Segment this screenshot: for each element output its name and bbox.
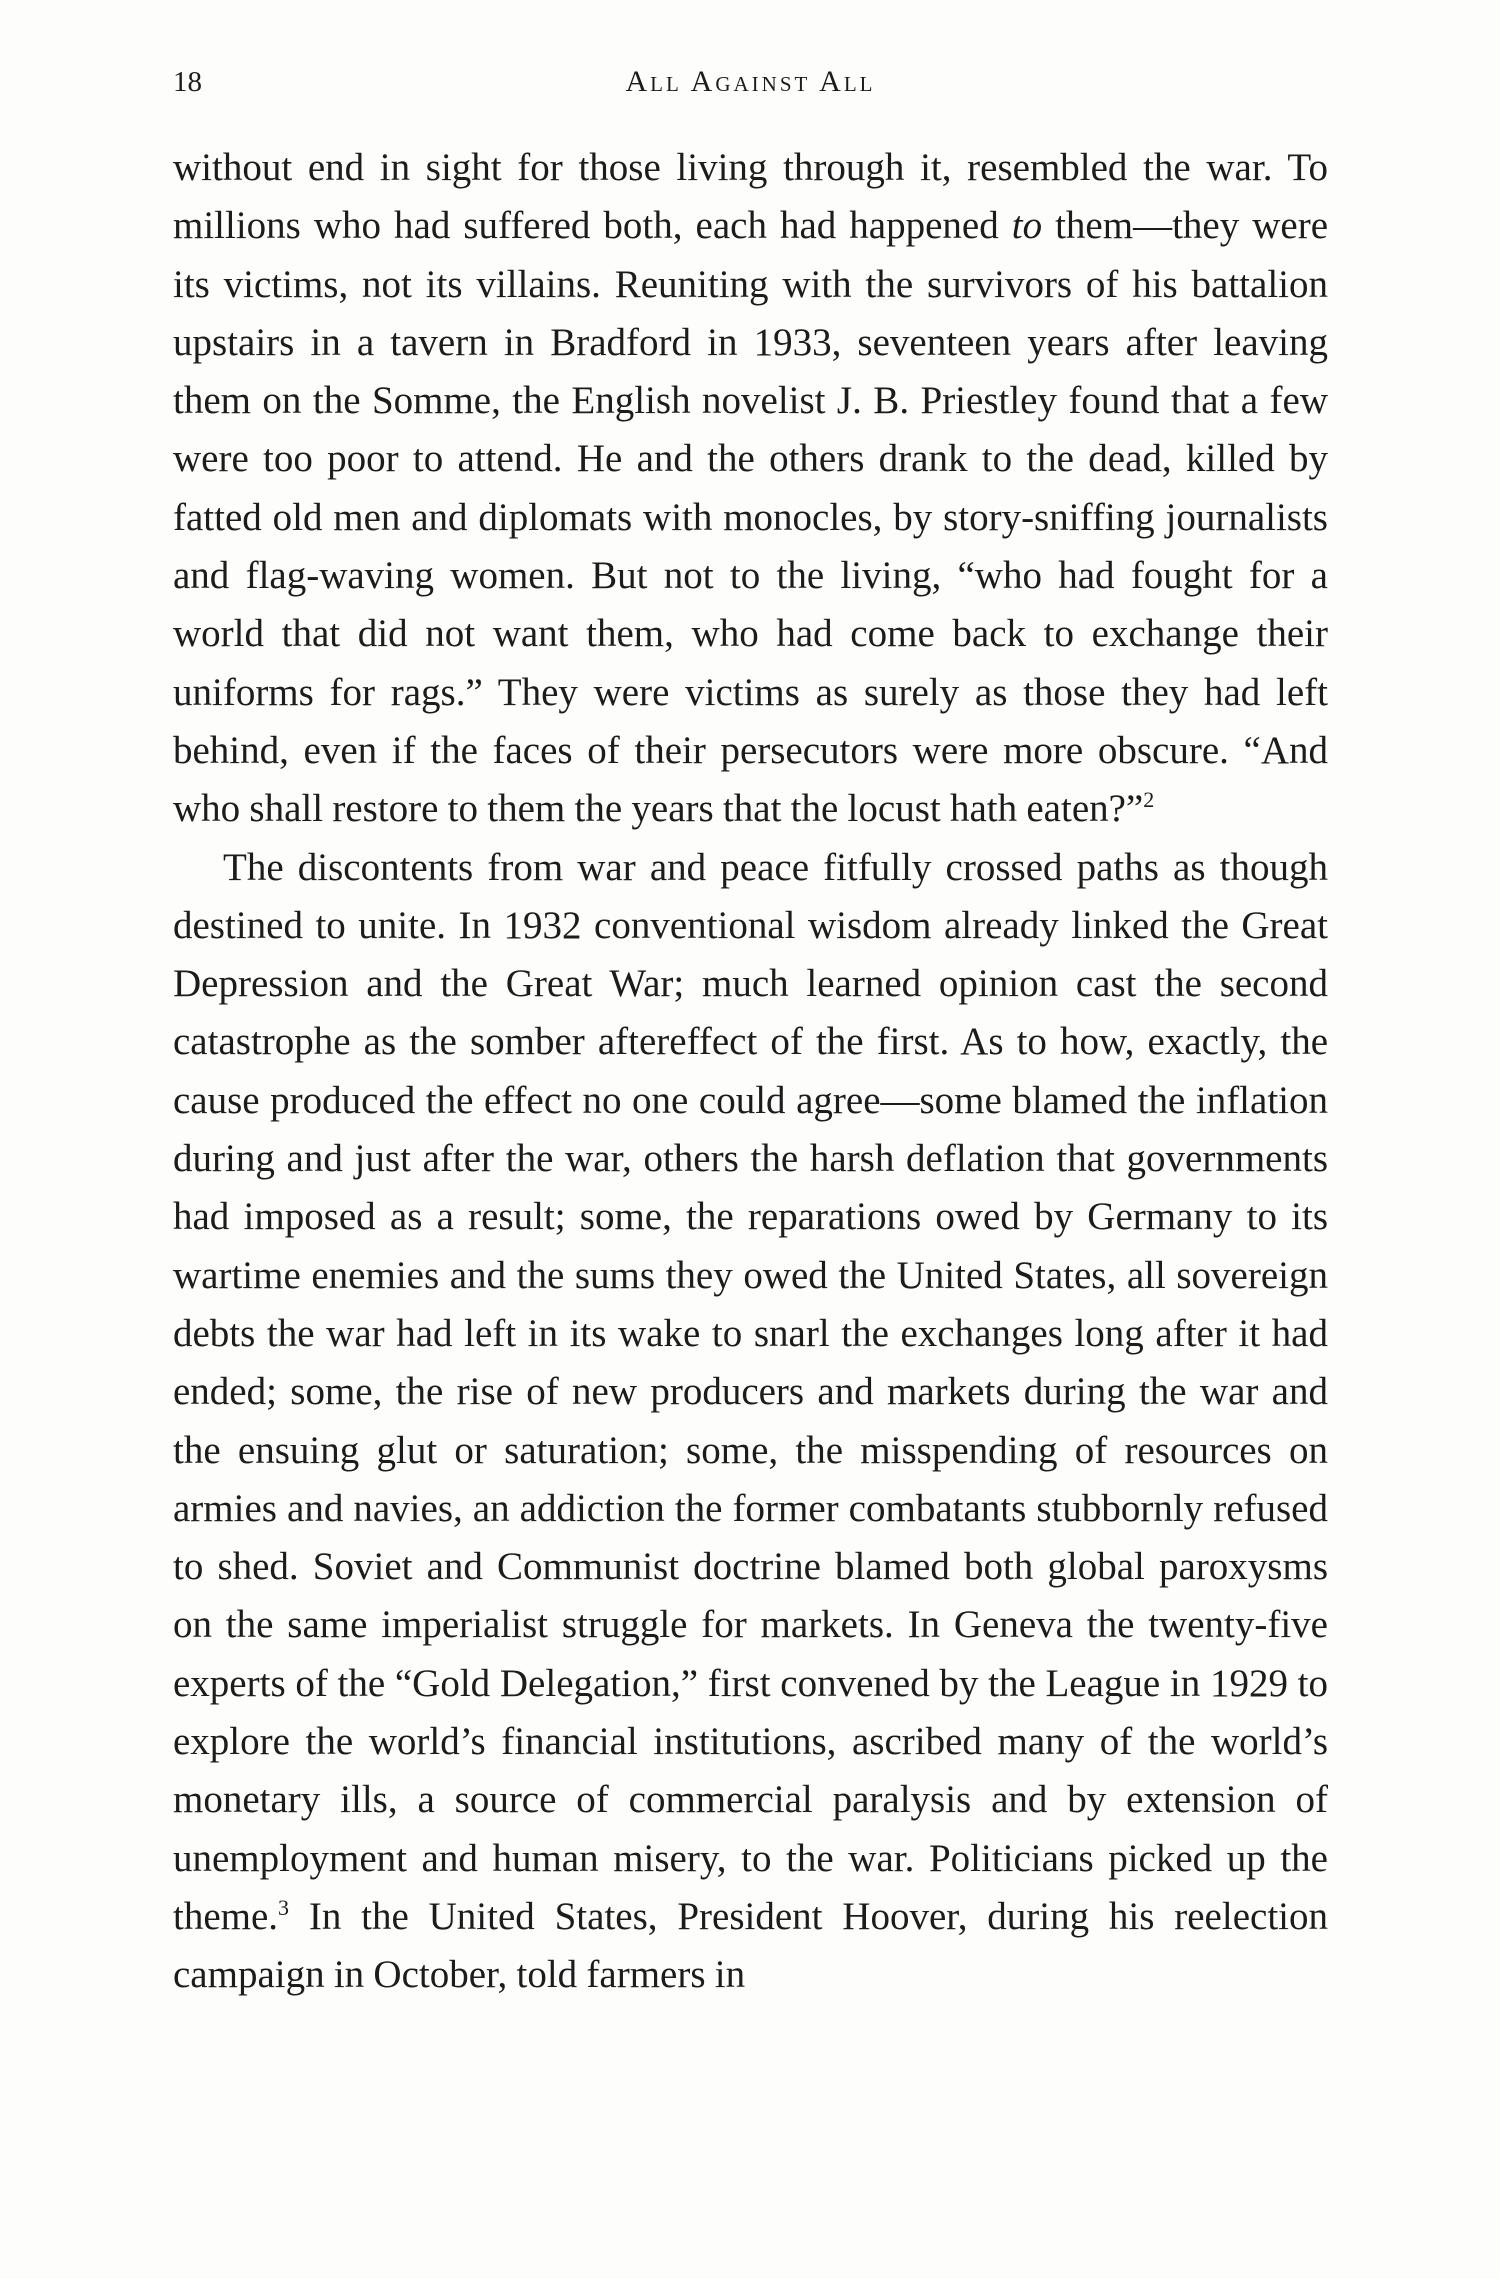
paragraph-text: them—they were its victims, not its villains. Reuniting with the survivors of his battalion upstairs in a tavern in Bradford in 1933, seventeen years after leaving them on the Somme, the English novelist J. B. Priestley found that a few were too poor to attend. He and the others drank to the dead, killed by fatted old men and diplomats with monocles, by story-sniffing journalists and flag-waving women. But not to the living, “who had fought for a world that did not want them, who had come back to exchange their uniforms for rags.” They were victims as surely as those they had left behind, even if the faces of their persecutors were more obscure. “And who shall restore to them the years that the locust hath eaten?” [173,204,1328,831]
footnote-marker: 3 [278,1894,290,1920]
footnote-marker: 2 [1143,787,1155,813]
page-number: 18 [173,66,202,98]
paragraph-text: In the United States, President Hoover, during his reelection campaign in October, told farmers in [173,1894,1328,1997]
paragraph [173,839,1328,2005]
paragraph-continued [173,139,1328,839]
body-text [173,139,1328,2005]
paragraph-text: The discontents from war and peace fitfully crossed paths as though destined to unite. In 1932 conventional wisdom already linked the Great Depression and the Great War; much learned opinion cast the second catastrophe as the somber aftereffect of the first. As to how, exactly, the cause produced the effect no one could agree—some blamed the inflation during and just after the war, others the harsh deflation that governments had imposed as a result; some, the reparations owed by Germany to its wartime enemies and the sums they owed the United States, all sovereign debts the war had left in its wake to snarl the exchanges long after it had ended; some, the rise of new producers and markets during the war and the ensuing glut or saturation; some, the misspending of resources on armies and navies, an addiction the former combatants stubbornly refused to shed. Soviet and Communist doctrine blamed both global paroxysms on the same imperialist struggle for markets. In Geneva the twenty-five experts of the “Gold Delegation,” first convened by the League in 1929 to explore the world’s financial institutions, ascribed many of the world’s monetary ills, a source of commercial paralysis and by extension of unemployment and human misery, to the war. Politicians picked up the theme. [173,845,1328,1938]
page-header [173,62,1328,102]
paragraph-text: without end in sight for those living through it, resembled the war. To millions who had suffered both, each had happened [173,146,1328,248]
running-head: All Against All [625,65,876,98]
emphasis-text: to [1011,204,1043,248]
